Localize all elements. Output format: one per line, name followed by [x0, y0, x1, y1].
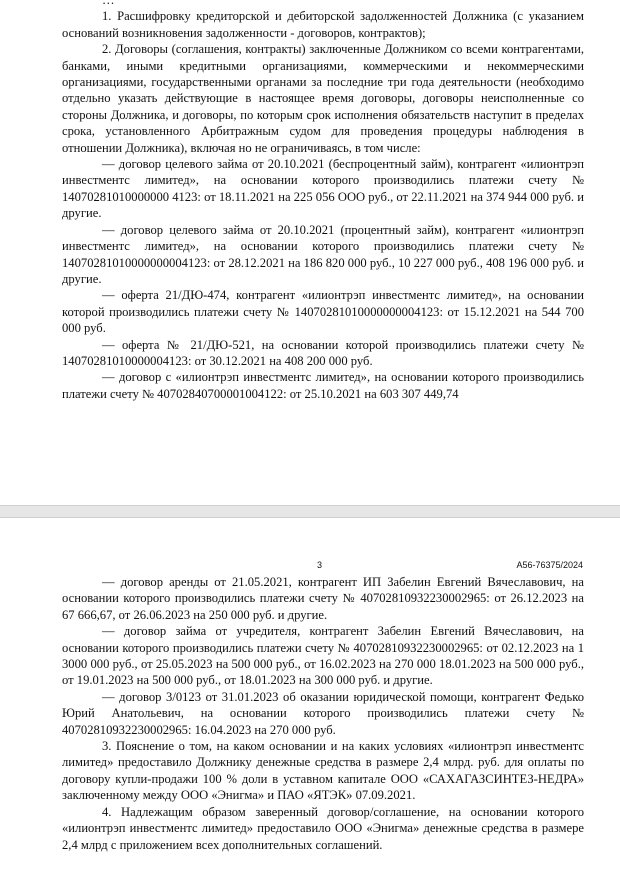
paragraph-item-1: 1. Расшифровку кредиторской и дебиторской задолженностей Должника (с указанием оснований возникновения задолженности - договоров, контрактов);: [62, 9, 584, 40]
page-body: [62, 0, 584, 402]
document-page-3: [0, 518, 620, 894]
paragraph-dash-6: — договор аренды от 21.05.2021, контрагент ИП Забелин Евгений Вячеславович, на основании которого производились платежи счету № 40702810932230002965: от 26.12.2023 на 67 666,67, от 26.06.2023 на 250 000 руб. и другие.: [62, 575, 584, 622]
page-separator: [0, 505, 620, 518]
page-number: 3: [317, 560, 323, 570]
paragraph-dash-1: — договор целевого займа от 20.10.2021 (беспроцентный займ), контрагент «илионтрэп инвестментс лимитед», на основании которого производились платежи счету № 14070281010000000 4123: от 18.11.2021 на 225 056 ООО руб., от 22.11.2021 на 374 944 000 руб. и другие.: [62, 157, 584, 221]
paragraph-dash-3: — оферта 21/ДЮ-474, контрагент «илионтрэп инвестментс лимитед», на основании которой производились платежи счету № 14070281010000000004123: от 15.12.2021 на 544 700 000 руб.: [62, 288, 584, 336]
paragraph-dash-4: — оферта № 21/ДЮ-521, на основании которой производились платежи счету № 14070281010000004123: от 30.12.2021 на 408 200 000 руб.: [62, 337, 584, 368]
paragraph-dash-2: — договор целевого займа от 20.10.2021 (процентный займ), контрагент «илионтрэп инвестментс лимитед», на основании которого производились платежи счету № 14070281010000000004123: от 28.12.2021 на 186 820 000 руб., 10 227 000 руб., 408 196 000 руб. и другие.: [62, 222, 584, 286]
paragraph-dash-8: — договор 3/0123 от 31.01.2023 об оказании юридической помощи, контрагент Федько Юрий Анатольевич, на основании которого производились платежи счету № 40702810932230002965: 16.04.2023 на 270 000 руб.: [62, 689, 584, 737]
case-number: А56-76375/2024: [516, 560, 583, 570]
paragraph-fragment: …: [102, 0, 115, 7]
paragraph-item-4: 4. Надлежащим образом заверенный договор/соглашение, на основании которого «илионтрэп инвестментс лимитед» предоставило ООО «Энигма» денежные средства в размере 2,4 млрд с приложением всех дополнительных соглашений.: [62, 804, 584, 852]
paragraph-item-2: 2. Договоры (соглашения, контракты) заключенные Должником со всеми контрагентами, банками, иными кредитными организациями, коммерческими и некоммерческими организациями, государственными органами за последние три года деятельности (необходимо отдельно указать действующие в настоящее время договоры, договоры неисполненные со стороны Должника, и договоры, по которым срок исполнения обязательств наступит в пределах срока, установленного Арбитражным судом для проведения процедуры наблюдения в отношении Должника), включая но не ограничиваясь, в том числе:: [62, 42, 584, 155]
paragraph-dash-7: — договор займа от учредителя, контрагент Забелин Евгений Вячеславович, на основании которого производились платежи счету № 40702810932230002965: от 02.12.2023 на 1 3000 000 руб., от 25.05.2023 на 500 000 руб., от 16.02.2023 на 270 000 18.01.2023 на 500 000 руб., от 19.01.2023 на 500 000 руб., от 18.01.2023 на 300 000 руб. и другие.: [62, 624, 584, 688]
page-body: [62, 574, 584, 853]
paragraph-item-3: 3. Пояснение о том, на каком основании и на каких условиях «илионтрэп инвестментс лимитед» предоставило Должнику денежные средства в размере 2,4 млрд. руб. для оплаты по договору купли-продажи 100 % доли в уставном капитале ООО «САХАГАЗСИНТЕЗ-НЕДРА» заключенному между ООО «Энигма» и ПАО «ЯТЭК» 07.09.2021.: [62, 739, 584, 803]
paragraph-dash-5: — договор с «илионтрэп инвестментс лимитед», на основании которого производились платежи счету № 40702840700001004122: от 25.10.2021 на 603 307 449,74: [62, 370, 584, 401]
